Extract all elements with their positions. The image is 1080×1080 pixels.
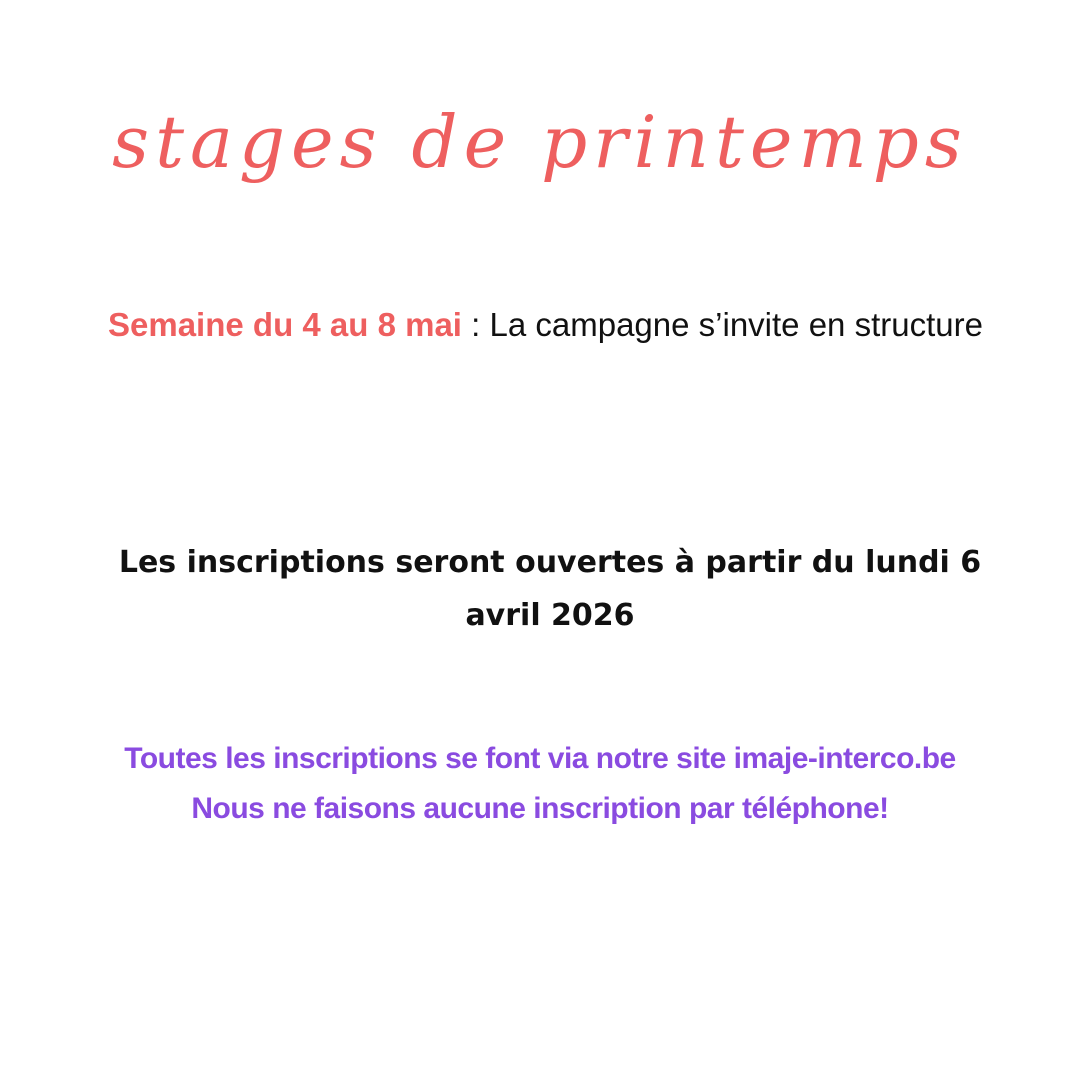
- registration-website-line: Toutes les inscriptions se font via notre site imaje-interco.be: [124, 742, 956, 775]
- week-info: [108, 298, 988, 351]
- week-description: La campagne s’invite en structure: [489, 306, 983, 343]
- page-title: stages de printemps: [112, 100, 968, 184]
- registration-info: [90, 734, 990, 834]
- week-separator: :: [461, 306, 490, 343]
- no-phone-registration-line: Nous ne faisons aucune inscription par téléphone!: [191, 792, 889, 825]
- week-dates: Semaine du 4 au 8 mai: [108, 306, 462, 343]
- registration-open-notice: Les inscriptions seront ouvertes à partir du lundi 6 avril 2026: [118, 545, 982, 633]
